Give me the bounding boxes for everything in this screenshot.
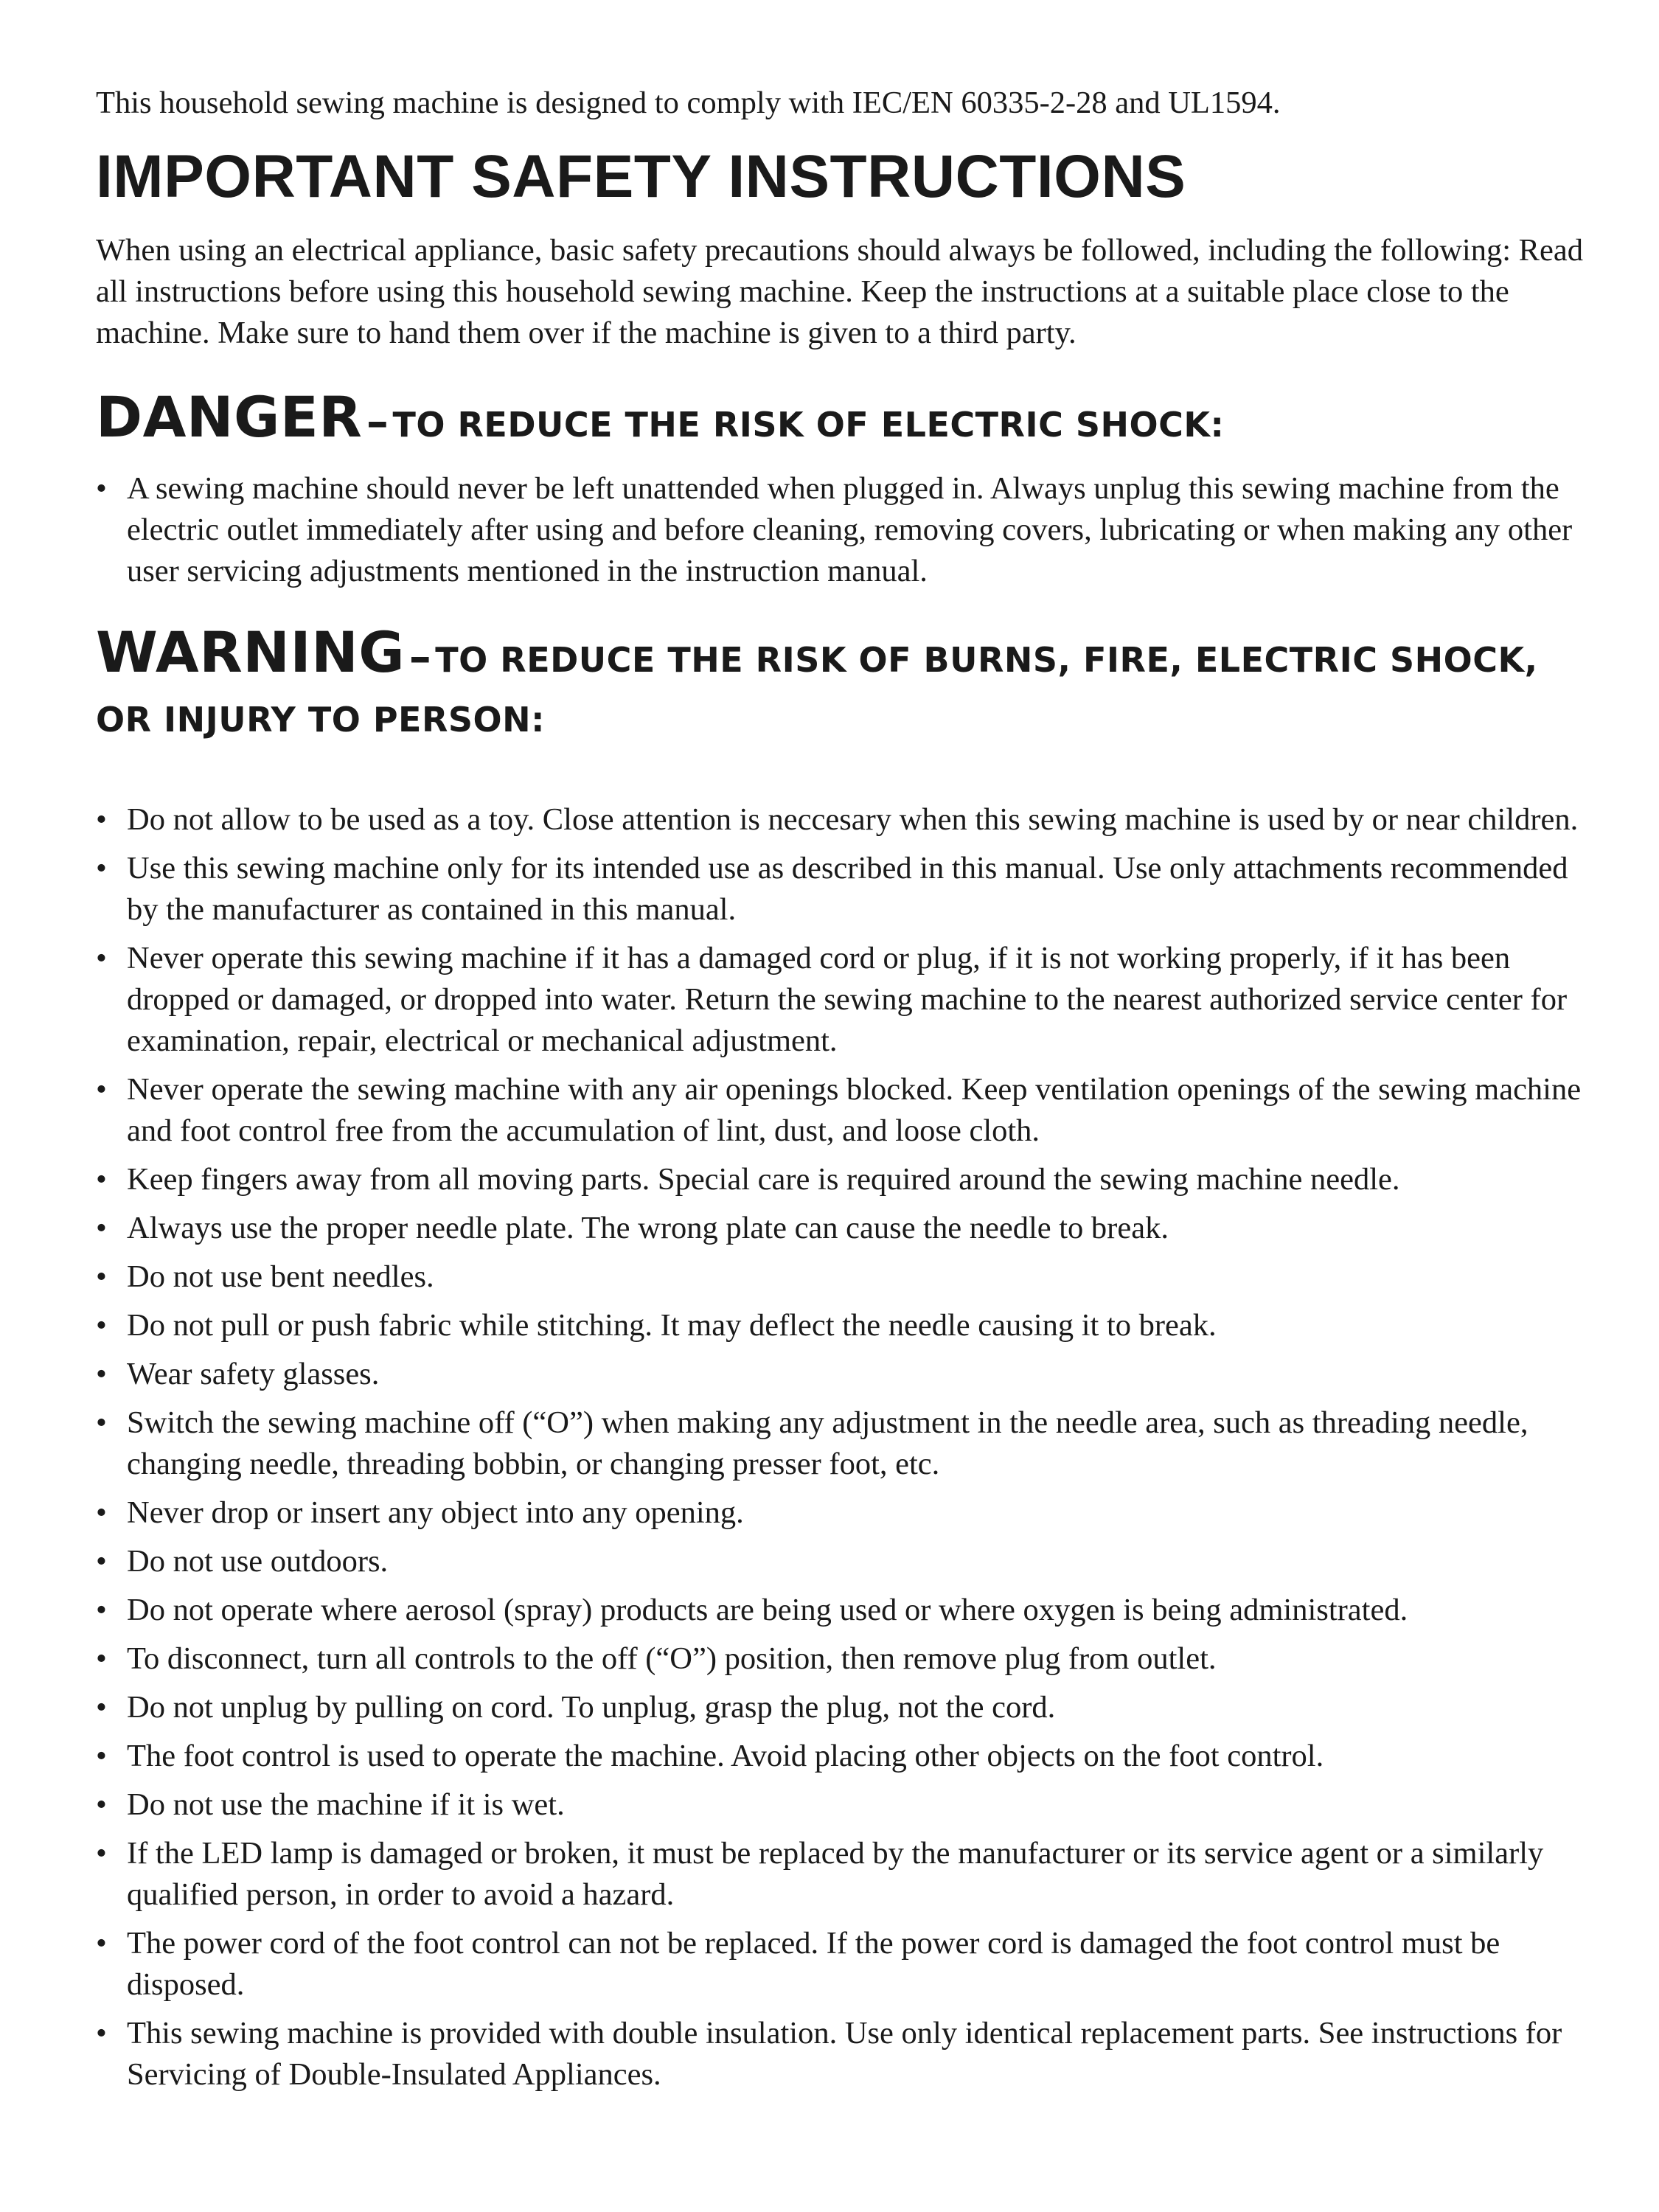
- list-item-text: To disconnect, turn all controls to the off (“O”) position, then remove plug from outlet.: [127, 1641, 1217, 1676]
- compliance-statement: This household sewing machine is designed to comply with IEC/EN 60335-2-28 and UL1594.: [96, 86, 1281, 120]
- list-item-text: Do not allow to be used as a toy. Close attention is neccesary when this sewing machine is used by or near children.: [127, 802, 1579, 837]
- list-item-text: Do not operate where aerosol (spray) products are being used or where oxygen is being administrated.: [127, 1593, 1408, 1627]
- list-item: [96, 1687, 1593, 1728]
- bullet-icon: •: [96, 1593, 107, 1627]
- list-item: [96, 1305, 1593, 1346]
- bullet-icon: •: [96, 1259, 107, 1294]
- list-item-text: Never operate the sewing machine with any air openings blocked. Keep ventilation openings of the sewing machine and foot control free from the accumulation of lint, dust, and loose cloth.: [127, 1072, 1582, 1148]
- bullet-icon: •: [96, 1072, 107, 1107]
- warning-subtitle: TO REDUCE THE RISK OF BURNS, FIRE, ELECTRIC SHOCK, OR INJURY TO PERSON:: [96, 640, 1538, 740]
- warning-heading: [96, 619, 1593, 754]
- list-item: [96, 1923, 1593, 2006]
- list-item-text: Do not use outdoors.: [127, 1544, 389, 1579]
- list-item-text: A sewing machine should never be left unattended when plugged in. Always unplug this sewing machine from the electric outlet immediately after using and before cleaning, removing covers, lubricating or when making any other user servicing adjustments mentioned in the instruction manual.: [127, 471, 1573, 588]
- list-item-text: Keep fingers away from all moving parts. Special care is required around the sewing machine needle.: [127, 1162, 1400, 1197]
- list-item-text: Do not use the machine if it is wet.: [127, 1787, 565, 1822]
- list-item: [96, 1159, 1593, 1200]
- list-item-text: Never operate this sewing machine if it has a damaged cord or plug, if it is not working properly, if it has been dropped or damaged, or dropped into water. Return the sewing machine to the nearest authorized service center for examination, repair, electrical or mechanical adjustment.: [127, 941, 1568, 1058]
- list-item-text: The power cord of the foot control can not be replaced. If the power cord is damaged the foot control must be disposed.: [127, 1926, 1500, 2002]
- list-item-text: Do not unplug by pulling on cord. To unplug, grasp the plug, not the cord.: [127, 1690, 1056, 1725]
- list-item: [96, 1784, 1593, 1826]
- list-item-text: Never drop or insert any object into any opening.: [127, 1495, 744, 1530]
- list-item-text: If the LED lamp is damaged or broken, it must be replaced by the manufacturer or its service agent or a similarly qualified person, in order to avoid a hazard.: [127, 1836, 1544, 1912]
- list-item-text: Do not use bent needles.: [127, 1259, 434, 1294]
- bullet-icon: •: [96, 1739, 107, 1773]
- bullet-icon: •: [96, 941, 107, 975]
- page-title: IMPORTANT SAFETY INSTRUCTIONS: [96, 143, 1186, 210]
- list-item-text: Always use the proper needle plate. The wrong plate can cause the needle to break.: [127, 1211, 1169, 1245]
- bullet-icon: •: [96, 851, 107, 886]
- list-item: [96, 1069, 1593, 1152]
- list-item: [96, 1208, 1593, 1249]
- list-item: [96, 1590, 1593, 1631]
- bullet-icon: •: [96, 1641, 107, 1676]
- bullet-icon: •: [96, 1690, 107, 1725]
- bullet-icon: •: [96, 1926, 107, 1961]
- list-item: [96, 1541, 1593, 1582]
- list-item: [96, 848, 1593, 931]
- bullet-icon: •: [96, 1357, 107, 1391]
- danger-dash: –: [366, 396, 389, 448]
- bullet-icon: •: [96, 1787, 107, 1822]
- bullet-icon: •: [96, 2016, 107, 2051]
- list-item-text: The foot control is used to operate the machine. Avoid placing other objects on the foot control.: [127, 1739, 1324, 1773]
- document-page: [96, 83, 1593, 2103]
- list-item: [96, 938, 1593, 1062]
- danger-subtitle: TO REDUCE THE RISK OF ELECTRIC SHOCK:: [392, 405, 1225, 445]
- bullet-icon: •: [96, 1836, 107, 1871]
- list-item: [96, 799, 1593, 841]
- bullet-icon: •: [96, 1211, 107, 1245]
- list-item: [96, 1736, 1593, 1777]
- general-precautions-text: When using an electrical appliance, basic safety precautions should always be followed, including the following: Read all instructions before using this household sewing machine. Keep the instructions at a suitable place close to the machine. Make sure to hand them over if the machine is given to a third party.: [96, 233, 1583, 350]
- danger-list: [96, 468, 1593, 592]
- bullet-icon: •: [96, 1495, 107, 1530]
- list-item: [96, 1256, 1593, 1298]
- list-item-text: Wear safety glasses.: [127, 1357, 380, 1391]
- list-item: [96, 1402, 1593, 1485]
- danger-label: DANGER: [96, 384, 363, 450]
- danger-heading: [96, 384, 1593, 450]
- bullet-icon: •: [96, 1544, 107, 1579]
- list-item-text: Do not pull or push fabric while stitching. It may deflect the needle causing it to break.: [127, 1308, 1217, 1343]
- warning-list: [96, 799, 1593, 2096]
- list-item: [96, 1354, 1593, 1395]
- list-item: [96, 1638, 1593, 1680]
- list-item: [96, 468, 1593, 592]
- list-item: [96, 1492, 1593, 1534]
- list-item: [96, 2013, 1593, 2096]
- bullet-icon: •: [96, 1162, 107, 1197]
- list-item-text: Use this sewing machine only for its intended use as described in this manual. Use only attachments recommended by the manufacturer as contained in this manual.: [127, 851, 1568, 927]
- bullet-icon: •: [96, 471, 107, 506]
- warning-dash: –: [408, 631, 431, 683]
- list-item: [96, 1833, 1593, 1916]
- bullet-icon: •: [96, 1405, 107, 1440]
- warning-label: WARNING: [96, 619, 406, 685]
- list-item-text: This sewing machine is provided with double insulation. Use only identical replacement parts. See instructions for Servicing of Double-Insulated Appliances.: [127, 2016, 1562, 2092]
- bullet-icon: •: [96, 802, 107, 837]
- bullet-icon: •: [96, 1308, 107, 1343]
- list-item-text: Switch the sewing machine off (“O”) when making any adjustment in the needle area, such as threading needle, changing needle, threading bobbin, or changing presser foot, etc.: [127, 1405, 1528, 1481]
